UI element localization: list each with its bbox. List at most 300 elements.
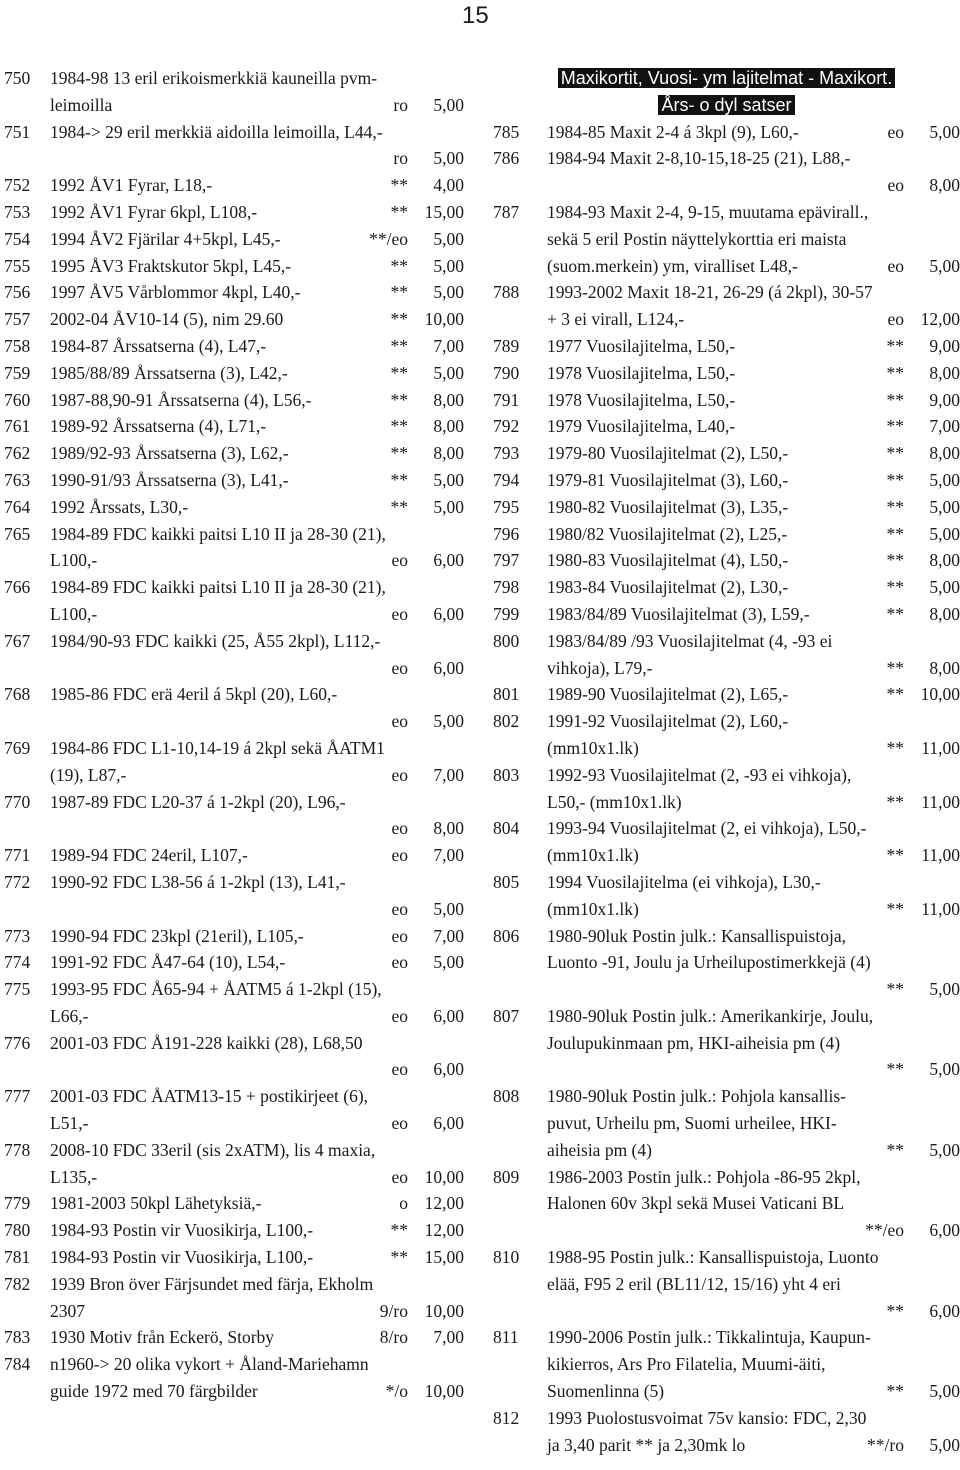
lot-number: 775 [4, 979, 31, 1000]
lot-number: 799 [493, 603, 520, 624]
price: 5,00 [433, 228, 464, 249]
lot-number: 752 [4, 175, 31, 196]
entry-line [50, 842, 464, 869]
entry-line [50, 976, 464, 1003]
condition-code: ** [390, 1220, 408, 1241]
price: 11,00 [921, 791, 960, 812]
price: 5,00 [929, 1139, 960, 1160]
entry-line [547, 869, 960, 896]
lot-number: 810 [493, 1247, 520, 1268]
lot-number: 784 [4, 1354, 31, 1375]
entry-line [50, 1083, 464, 1110]
condition-code: eo [391, 925, 408, 946]
entry-line [50, 1217, 464, 1244]
price: 5,00 [929, 255, 960, 276]
catalog-entry [4, 1190, 464, 1217]
lot-description: 1979-81 Vuosilajitelmat (3), L60,- [547, 469, 789, 490]
condition-code: ** [390, 496, 408, 517]
entry-line [50, 681, 464, 708]
entry-line [50, 923, 464, 950]
lot-description: (mm10x1.lk) [547, 898, 639, 919]
price: 5,00 [433, 148, 464, 169]
entry-line [50, 949, 464, 976]
entry-line [547, 1137, 960, 1164]
lot-number: 778 [4, 1139, 31, 1160]
price: 7,00 [433, 1327, 464, 1348]
page-number: 15 [462, 2, 489, 29]
entry-line [50, 1056, 464, 1083]
lot-description: 1993-94 Vuosilajitelmat (2, ei vihkoja), L50,- [547, 818, 867, 839]
entry-line [547, 1298, 960, 1325]
entry-line [50, 119, 464, 146]
lot-description: 1992 ÅV1 Fyrar, L18,- [50, 175, 213, 196]
catalog-entry [493, 1003, 960, 1083]
lot-number: 755 [4, 255, 31, 276]
lot-description: L135,- [50, 1166, 98, 1187]
entry-line [50, 1003, 464, 1030]
condition-code: ** [886, 443, 904, 464]
catalog-entry [4, 976, 464, 1030]
lot-description: 1984-93 Postin vir Vuosikirja, L100,- [50, 1247, 314, 1268]
price: 11,00 [921, 737, 960, 758]
entry-line [50, 226, 464, 253]
lot-number: 753 [4, 201, 31, 222]
price: 5,00 [433, 496, 464, 517]
condition-code: ** [886, 1381, 904, 1402]
entry-line [50, 413, 464, 440]
entry-line [547, 1030, 960, 1057]
entry-line [547, 467, 960, 494]
lot-description: 1980-90luk Postin julk.: Kansallispuistoja, [547, 925, 846, 946]
price: 5,00 [929, 979, 960, 1000]
condition-code: ** [886, 845, 904, 866]
condition-code: ** [390, 201, 408, 222]
lot-number: 801 [493, 684, 520, 705]
price: 7,00 [433, 845, 464, 866]
lot-description: Suomenlinna (5) [547, 1381, 665, 1402]
condition-code: eo [391, 845, 408, 866]
condition-code: ** [886, 684, 904, 705]
entry-line [50, 440, 464, 467]
condition-code: **/eo [369, 228, 408, 249]
price: 6,00 [433, 657, 464, 678]
catalog-entry [4, 199, 464, 226]
catalog-entry [4, 253, 464, 280]
entry-line [547, 1190, 960, 1217]
entry-line [50, 1298, 464, 1325]
entry-line [50, 279, 464, 306]
condition-code: ** [886, 1139, 904, 1160]
entry-line [547, 655, 960, 682]
catalog-entry [4, 1324, 464, 1351]
lot-description: 1979-80 Vuosilajitelmat (2), L50,- [547, 443, 789, 464]
catalog-entry [4, 628, 464, 682]
price: 5,00 [433, 952, 464, 973]
entry-line [547, 735, 960, 762]
entry-line [547, 1405, 960, 1432]
entry-line [50, 65, 464, 92]
lot-description: 1992-93 Vuosilajitelmat (2, -93 ei vihkoja), [547, 764, 852, 785]
entry-line [547, 1351, 960, 1378]
entry-line [547, 708, 960, 735]
price: 7,00 [433, 925, 464, 946]
catalog-entry [4, 735, 464, 789]
lot-number: 768 [4, 684, 31, 705]
lot-number: 803 [493, 764, 520, 785]
price: 8,00 [433, 416, 464, 437]
lot-description: 1980-82 Vuosilajitelmat (3), L35,- [547, 496, 789, 517]
lot-description: 1985-86 FDC erä 4eril á 5kpl (20), L60,- [50, 684, 338, 705]
entry-line [547, 1110, 960, 1137]
lot-description: Joulupukinmaan pm, HKI-aiheisia pm (4) [547, 1032, 841, 1053]
catalog-entry [493, 467, 960, 494]
lot-number: 777 [4, 1086, 31, 1107]
entry-line [547, 494, 960, 521]
entry-line [50, 1378, 464, 1405]
price: 5,00 [929, 577, 960, 598]
condition-code: ** [886, 898, 904, 919]
lot-description: 1984/90-93 FDC kaikki (25, Å55 2kpl), L112,- [50, 630, 381, 651]
entry-line [50, 92, 464, 119]
lot-number: 773 [4, 925, 31, 946]
catalog-entry [4, 949, 464, 976]
entry-line [50, 253, 464, 280]
lot-description: 1979 Vuosilajitelma, L40,- [547, 416, 736, 437]
condition-code: ** [886, 737, 904, 758]
lot-number: 804 [493, 818, 520, 839]
lot-description: 1989-92 Årssatserna (4), L71,- [50, 416, 267, 437]
entry-line [547, 601, 960, 628]
entry-line [547, 413, 960, 440]
price: 15,00 [424, 201, 464, 222]
condition-code: ** [886, 469, 904, 490]
lot-number: 770 [4, 791, 31, 812]
section-header-line-1: Maxikortit, Vuosi- ym lajitelmat - Maxikort. [558, 68, 895, 88]
catalog-entry [4, 413, 464, 440]
entry-line [547, 976, 960, 1003]
price: 5,00 [433, 711, 464, 732]
condition-code: ** [390, 389, 408, 410]
entry-line [50, 1244, 464, 1271]
price: 5,00 [929, 121, 960, 142]
price: 5,00 [433, 94, 464, 115]
lot-description: kikierros, Ars Pro Filatelia, Muumi-äiti, [547, 1354, 826, 1375]
entry-line [50, 708, 464, 735]
condition-code: eo [887, 121, 904, 142]
entry-line [50, 655, 464, 682]
lot-description: 1986-2003 Postin julk.: Pohjola -86-95 2kpl, [547, 1166, 861, 1187]
lot-description: L66,- [50, 1005, 89, 1026]
catalog-entry [4, 1217, 464, 1244]
entry-line [50, 333, 464, 360]
condition-code: eo [887, 309, 904, 330]
lot-description: L50,- (mm10x1.lk) [547, 791, 682, 812]
lot-number: 800 [493, 630, 520, 651]
entry-line [547, 1164, 960, 1191]
catalog-entry [4, 467, 464, 494]
entry-line [50, 521, 464, 548]
entry-line [547, 574, 960, 601]
entry-line [50, 762, 464, 789]
condition-code: eo [391, 1059, 408, 1080]
lot-description: 2008-10 FDC 33eril (sis 2xATM), lis 4 maxia, [50, 1139, 376, 1160]
condition-code: ** [390, 335, 408, 356]
lot-number: 754 [4, 228, 31, 249]
condition-code: ** [390, 282, 408, 303]
catalog-entry [493, 1324, 960, 1404]
lot-number: 782 [4, 1273, 31, 1294]
price: 5,00 [433, 469, 464, 490]
price: 10,00 [424, 1166, 464, 1187]
price: 6,00 [433, 1005, 464, 1026]
lot-description: L100,- [50, 603, 98, 624]
entry-line [50, 1271, 464, 1298]
lot-description: 1993-95 FDC Å65-94 + ÅATM5 á 1-2kpl (15), [50, 979, 382, 1000]
entry-line [547, 199, 960, 226]
condition-code: ** [390, 309, 408, 330]
price: 10,00 [920, 684, 960, 705]
lot-description: 1988-95 Postin julk.: Kansallispuistoja, Luonto [547, 1247, 879, 1268]
entry-line [50, 869, 464, 896]
right-entry-list [493, 119, 960, 1459]
catalog-entry [493, 145, 960, 199]
lot-number: 760 [4, 389, 31, 410]
lot-number: 787 [493, 201, 520, 222]
price: 5,00 [929, 1381, 960, 1402]
entry-line [50, 1137, 464, 1164]
lot-number: 794 [493, 469, 520, 490]
entry-line [50, 735, 464, 762]
catalog-entry [493, 1164, 960, 1244]
catalog-entry [493, 547, 960, 574]
catalog-entry [493, 923, 960, 1003]
catalog-entry [493, 681, 960, 708]
lot-description: 1984-> 29 eril merkkiä aidoilla leimoilla, L44,- [50, 121, 383, 142]
lot-description: 2002-04 ÅV10-14 (5), nim 29.60 [50, 309, 284, 330]
catalog-entry [4, 923, 464, 950]
lot-description: 2001-03 FDC Å191-228 kaikki (28), L68,50 [50, 1032, 363, 1053]
condition-code: **/ro [867, 1434, 904, 1455]
lot-description: elää, F95 2 eril (BL11/12, 15/16) yht 4 eri [547, 1273, 841, 1294]
price: 5,00 [929, 1434, 960, 1455]
condition-code: eo [391, 1166, 408, 1187]
condition-code: ** [886, 496, 904, 517]
catalog-entry [4, 119, 464, 173]
lot-number: 776 [4, 1032, 31, 1053]
condition-code: ** [886, 335, 904, 356]
condition-code: eo [391, 603, 408, 624]
price: 8,00 [929, 175, 960, 196]
condition-code: eo [391, 1005, 408, 1026]
catalog-entry [493, 279, 960, 333]
price: 7,00 [433, 335, 464, 356]
lot-number: 751 [4, 121, 31, 142]
entry-line [547, 923, 960, 950]
condition-code: ** [886, 1300, 904, 1321]
lot-number: 763 [4, 469, 31, 490]
price: 8,00 [433, 443, 464, 464]
lot-description: 1994 ÅV2 Fjärilar 4+5kpl, L45,- [50, 228, 281, 249]
condition-code: ** [886, 389, 904, 410]
lot-description: 1987-89 FDC L20-37 á 1-2kpl (20), L96,- [50, 791, 346, 812]
entry-line [547, 440, 960, 467]
entry-line [50, 1164, 464, 1191]
price: 10,00 [424, 1381, 464, 1402]
catalog-entry [493, 440, 960, 467]
price: 10,00 [424, 309, 464, 330]
lot-description: 1984-93 Maxit 2-4, 9-15, muutama epävirall., [547, 201, 869, 222]
lot-number: 795 [493, 496, 520, 517]
lot-number: 792 [493, 416, 520, 437]
lot-description: 1993 Puolostusvoimat 75v kansio: FDC, 2,30 [547, 1407, 867, 1428]
lot-description: 1939 Bron över Färjsundet med färja, Ekholm [50, 1273, 374, 1294]
price: 5,00 [929, 469, 960, 490]
catalog-entry [493, 333, 960, 360]
lot-description: 1987-88,90-91 Årssatserna (4), L56,- [50, 389, 312, 410]
price: 8,00 [929, 603, 960, 624]
catalog-entry [493, 387, 960, 414]
catalog-entry [493, 119, 960, 146]
lot-description: 1993-2002 Maxit 18-21, 26-29 (á 2kpl), 30-57 [547, 282, 873, 303]
catalog-entry [4, 1083, 464, 1137]
catalog-entry [493, 708, 960, 762]
lot-description: 1989/92-93 Årssatserna (3), L62,- [50, 443, 289, 464]
lot-number: 789 [493, 335, 520, 356]
entry-line [50, 815, 464, 842]
entry-line [50, 628, 464, 655]
condition-code: eo [391, 550, 408, 571]
lot-description: 1991-92 FDC Å47-64 (10), L54,- [50, 952, 286, 973]
entry-line [50, 1190, 464, 1217]
condition-code: ro [393, 148, 408, 169]
catalog-entry [493, 628, 960, 682]
price: 12,00 [424, 1220, 464, 1241]
condition-code: ** [886, 362, 904, 383]
catalog-entry [4, 360, 464, 387]
lot-number: 781 [4, 1247, 31, 1268]
catalog-entry [4, 306, 464, 333]
entry-line [50, 467, 464, 494]
lot-description: leimoilla [50, 94, 113, 115]
lot-number: 766 [4, 577, 31, 598]
entry-line [547, 547, 960, 574]
entry-line [547, 789, 960, 816]
condition-code: eo [391, 1113, 408, 1134]
entry-line [50, 547, 464, 574]
lot-description: 2001-03 FDC ÅATM13-15 + postikirjeet (6), [50, 1086, 369, 1107]
lot-number: 767 [4, 630, 31, 651]
lot-number: 812 [493, 1407, 520, 1428]
entry-line [547, 628, 960, 655]
catalog-entry [4, 1271, 464, 1325]
lot-description: 1983/84/89 /93 Vuosilajitelmat (4, -93 ei [547, 630, 833, 651]
lot-description: aiheisia pm (4) [547, 1139, 652, 1160]
lot-number: 786 [493, 148, 520, 169]
entry-line [547, 119, 960, 146]
condition-code: eo [391, 898, 408, 919]
catalog-entry [4, 226, 464, 253]
lot-description: Halonen 60v 3kpl sekä Musei Vaticani BL [547, 1193, 845, 1214]
price: 8,00 [433, 818, 464, 839]
price: 8,00 [929, 657, 960, 678]
entry-line [50, 1110, 464, 1137]
condition-code: o [399, 1193, 408, 1214]
price: 5,00 [433, 898, 464, 919]
lot-description: 1985/88/89 Årssatserna (3), L42,- [50, 362, 288, 383]
lot-description: 1984-93 Postin vir Vuosikirja, L100,- [50, 1220, 314, 1241]
entry-line [50, 306, 464, 333]
catalog-entry [4, 681, 464, 735]
lot-description: puvut, Urheilu pm, Suomi urheilee, HKI- [547, 1113, 837, 1134]
lot-description: 1984-89 FDC kaikki paitsi L10 II ja 28-30 (21), [50, 577, 386, 598]
condition-code: eo [391, 764, 408, 785]
catalog-entry [493, 601, 960, 628]
entry-line [547, 253, 960, 280]
entry-line [547, 1217, 960, 1244]
lot-number: 798 [493, 577, 520, 598]
catalog-entry [493, 815, 960, 869]
lot-number: 783 [4, 1327, 31, 1348]
entry-line [50, 360, 464, 387]
condition-code: ** [390, 416, 408, 437]
entry-line [547, 762, 960, 789]
entry-line [547, 333, 960, 360]
lot-description: (mm10x1.lk) [547, 737, 639, 758]
lot-number: 809 [493, 1166, 520, 1187]
lot-number: 771 [4, 845, 31, 866]
price: 6,00 [433, 1059, 464, 1080]
entry-line [50, 1351, 464, 1378]
entry-line [547, 842, 960, 869]
price: 9,00 [929, 335, 960, 356]
catalog-entry [4, 65, 464, 119]
price: 5,00 [433, 282, 464, 303]
price: 6,00 [433, 550, 464, 571]
lot-description: 1980-90luk Postin julk.: Pohjola kansallis- [547, 1086, 846, 1107]
price: 5,00 [929, 523, 960, 544]
lot-description: ja 3,40 parit ** ja 2,30mk lo [547, 1434, 746, 1455]
entry-line [547, 1432, 960, 1459]
catalog-entry [4, 494, 464, 521]
condition-code: **/eo [865, 1220, 904, 1241]
catalog-entry [4, 1030, 464, 1084]
entry-line [50, 387, 464, 414]
lot-number: 780 [4, 1220, 31, 1241]
catalog-entry [493, 494, 960, 521]
lot-number: 750 [4, 68, 31, 88]
catalog-entry [4, 172, 464, 199]
left-column [4, 65, 464, 1405]
condition-code: */o [385, 1381, 408, 1402]
lot-description: 1995 ÅV3 Fraktskutor 5kpl, L45,- [50, 255, 292, 276]
price: 12,00 [920, 309, 960, 330]
entry-line [50, 1324, 464, 1351]
entry-line [547, 1271, 960, 1298]
condition-code: ** [886, 791, 904, 812]
price: 6,00 [433, 1113, 464, 1134]
right-column [493, 65, 960, 1458]
catalog-entry [4, 1244, 464, 1271]
price: 8,00 [929, 362, 960, 383]
lot-number: 806 [493, 925, 520, 946]
condition-code: ** [390, 443, 408, 464]
price: 5,00 [929, 1059, 960, 1080]
lot-description: 1984-86 FDC L1-10,14-19 á 2kpl sekä ÅATM1 [50, 737, 385, 758]
entry-line [547, 306, 960, 333]
condition-code: ** [886, 657, 904, 678]
entry-line [50, 574, 464, 601]
lot-number: 785 [493, 121, 520, 142]
